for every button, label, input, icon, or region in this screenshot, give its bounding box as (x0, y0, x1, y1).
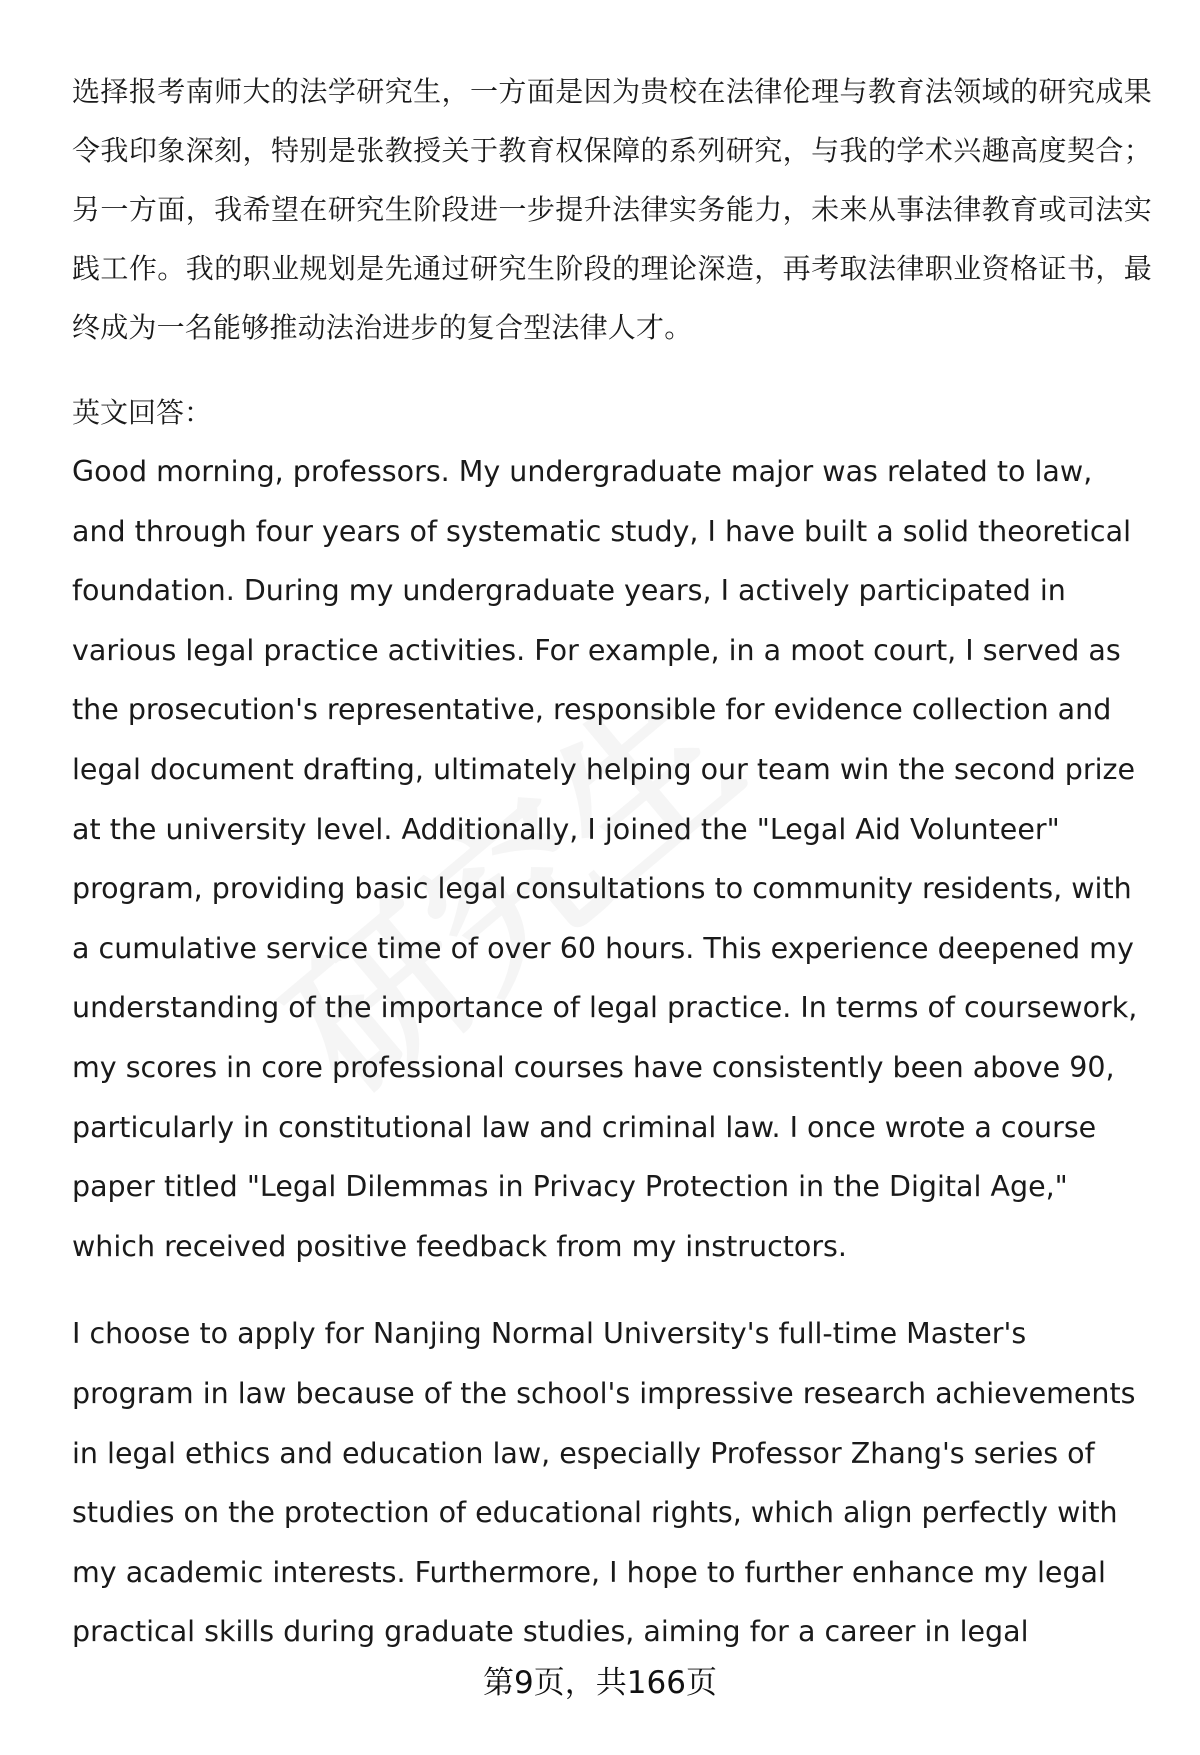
english-paragraph-1: Good morning, professors. My undergraduate major was related to law, and through four years of systematic study, I have built a solid theoretical foundation. During my undergraduate years, I actively participated in various legal practice activities. For example, in a moot court, I served as the prosecution's representative, responsible for evidence collection and legal document drafting, ultimately helping our team win the second prize at the university level. Additionally, I joined the "Legal Aid Volunteer" program, providing basic legal consultations to community residents, with a cumulative service time of over 60 hours. This experience deepened my understanding of the importance of legal practice. In terms of coursework, my scores in core professional courses have consistently been above 90, particularly in constitutional law and criminal law. I once wrote a course paper titled "Legal Dilemmas in Privacy Protection in the Digital Age," which received positive feedback from my instructors. (72, 455, 1138, 1263)
english-answer-heading: 英文回答： (72, 396, 213, 429)
english-paragraph-2: I choose to apply for Nanjing Normal University's full-time Master's program in law because of the school's impressive research achievements in legal ethics and education law, especially Professor Zhang's series of studies on the protection of educational rights, which align perfectly with my academic interests. Furthermore, I hope to further enhance my legal practical skills during graduate studies, aiming for a career in legal (72, 1317, 1136, 1649)
chinese-paragraph: 选择报考南师大的法学研究生，一方面是因为贵校在法律伦理与教育法领域的研究成果令我印象深刻，特别是张教授关于教育权保障的系列研究，与我的学术兴趣高度契合；另一方面，我希望在研究生阶段进一步提升法律实务能力，未来从事法律教育或司法实践工作。我的职业规划是先通过研究生阶段的理论深造，再考取法律职业资格证书，最终成为一名能够推动法治进步的复合型法律人才。 (72, 75, 1152, 344)
document-page (72, 62, 1152, 1662)
page-number-footer: 第9页，共166页 (483, 1665, 717, 1701)
